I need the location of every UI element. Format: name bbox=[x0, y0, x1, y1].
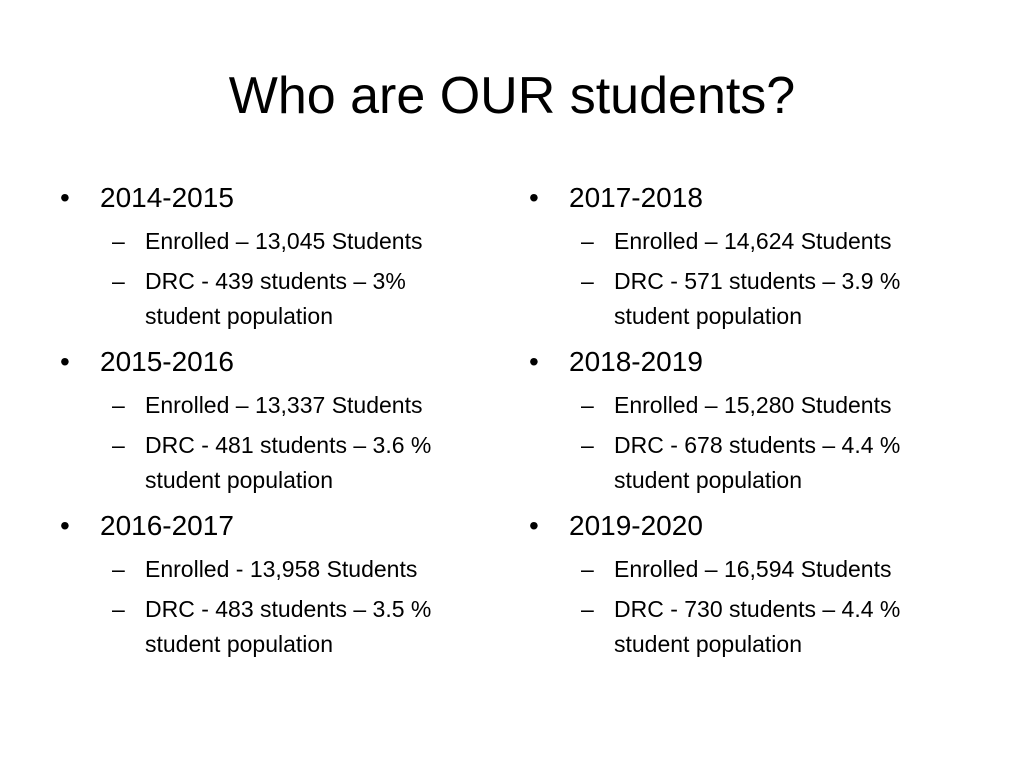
dash-icon: – bbox=[581, 596, 594, 622]
slide-title: Who are OUR students? bbox=[228, 67, 796, 125]
year-bullet bbox=[525, 340, 965, 384]
enrolled-text: Enrolled – 15,280 Students bbox=[614, 392, 892, 418]
right-column bbox=[525, 176, 965, 668]
bullet-icon: • bbox=[529, 346, 539, 377]
dash-icon: – bbox=[112, 392, 125, 418]
year-block bbox=[525, 176, 965, 334]
enrolled-text: Enrolled - 13,958 Students bbox=[145, 556, 418, 582]
sub-item bbox=[525, 552, 965, 587]
sub-list bbox=[56, 388, 496, 498]
year-bullet bbox=[56, 340, 496, 384]
dash-icon: – bbox=[581, 228, 594, 254]
drc-text: DRC - 483 students – 3.5 % student population bbox=[145, 596, 432, 657]
sub-item bbox=[56, 592, 496, 662]
enrolled-text: Enrolled – 13,045 Students bbox=[145, 228, 423, 254]
sub-item bbox=[56, 264, 496, 334]
bullet-icon: • bbox=[60, 510, 70, 541]
year-bullet bbox=[525, 504, 965, 548]
drc-text: DRC - 439 students – 3% student population bbox=[145, 268, 406, 329]
dash-icon: – bbox=[112, 596, 125, 622]
year-block bbox=[56, 340, 496, 498]
dash-icon: – bbox=[112, 228, 125, 254]
year-label: 2017-2018 bbox=[569, 182, 703, 213]
year-label: 2015-2016 bbox=[100, 346, 234, 377]
year-block bbox=[56, 504, 496, 662]
bullet-icon: • bbox=[529, 510, 539, 541]
year-label: 2019-2020 bbox=[569, 510, 703, 541]
enrolled-text: Enrolled – 16,594 Students bbox=[614, 556, 892, 582]
sub-item bbox=[525, 264, 965, 334]
dash-icon: – bbox=[581, 432, 594, 458]
sub-item bbox=[56, 388, 496, 423]
drc-text: DRC - 730 students – 4.4 % student population bbox=[614, 596, 901, 657]
year-block bbox=[525, 340, 965, 498]
year-label: 2016-2017 bbox=[100, 510, 234, 541]
dash-icon: – bbox=[112, 556, 125, 582]
sub-item bbox=[525, 224, 965, 259]
sub-item bbox=[525, 592, 965, 662]
sub-item bbox=[56, 552, 496, 587]
dash-icon: – bbox=[581, 268, 594, 294]
year-block bbox=[525, 504, 965, 662]
year-label: 2018-2019 bbox=[569, 346, 703, 377]
year-bullet bbox=[525, 176, 965, 220]
sub-item bbox=[525, 388, 965, 423]
dash-icon: – bbox=[112, 268, 125, 294]
enrolled-text: Enrolled – 13,337 Students bbox=[145, 392, 423, 418]
drc-text: DRC - 481 students – 3.6 % student population bbox=[145, 432, 432, 493]
sub-list bbox=[525, 388, 965, 498]
year-bullet bbox=[56, 176, 496, 220]
sub-item bbox=[56, 428, 496, 498]
dash-icon: – bbox=[581, 556, 594, 582]
sub-item bbox=[525, 428, 965, 498]
sub-list bbox=[56, 552, 496, 662]
bullet-icon: • bbox=[529, 182, 539, 213]
drc-text: DRC - 571 students – 3.9 % student population bbox=[614, 268, 901, 329]
left-column bbox=[56, 176, 496, 668]
sub-list bbox=[56, 224, 496, 334]
dash-icon: – bbox=[112, 432, 125, 458]
bullet-icon: • bbox=[60, 182, 70, 213]
sub-list bbox=[525, 224, 965, 334]
dash-icon: – bbox=[581, 392, 594, 418]
year-block bbox=[56, 176, 496, 334]
drc-text: DRC - 678 students – 4.4 % student population bbox=[614, 432, 901, 493]
sub-list bbox=[525, 552, 965, 662]
enrolled-text: Enrolled – 14,624 Students bbox=[614, 228, 892, 254]
sub-item bbox=[56, 224, 496, 259]
bullet-icon: • bbox=[60, 346, 70, 377]
year-label: 2014-2015 bbox=[100, 182, 234, 213]
year-bullet bbox=[56, 504, 496, 548]
